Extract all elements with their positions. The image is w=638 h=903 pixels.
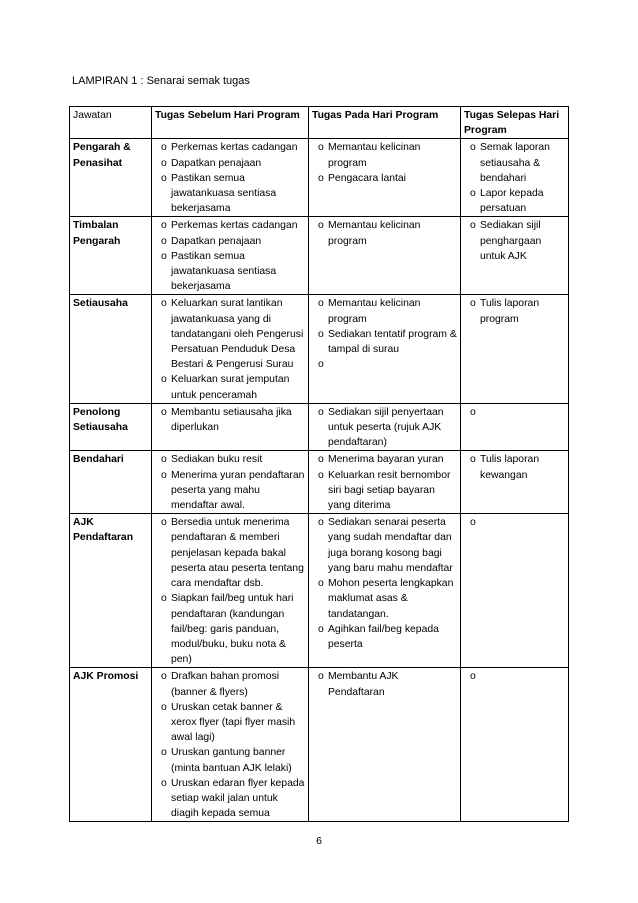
task-list [155,405,305,435]
task-item: o Perkemas kertas cadangan [155,140,305,155]
page-title: LAMPIRAN 1 : Senarai semak tugas [72,75,250,87]
task-list [155,669,305,821]
task-item: o Sediakan buku resit [155,452,305,467]
task-item: o Uruskan edaran flyer kepada setiap wakil jalan untuk diagih kepada semua [155,776,305,822]
tasks-during-cell [309,295,461,403]
task-item: o Uruskan gantung banner (minta bantuan AJK lelaki) [155,745,305,775]
tasks-after-cell [461,295,569,403]
task-item: o Membantu AJK Pendaftaran [312,669,457,699]
tasks-before-cell [152,514,309,668]
role-cell: Pengarah & Penasihat [70,139,152,217]
task-list [464,452,565,482]
task-list [155,218,305,294]
task-list [312,296,457,357]
task-list [155,452,305,513]
task-list [312,218,457,248]
table-row [70,451,569,514]
task-item: o Sediakan tentatif program & tampal di surau [312,327,457,357]
tasks-before-cell [152,295,309,403]
task-list [464,218,565,264]
task-item: o Memantau kelicinan program [312,296,457,326]
tasks-before-cell [152,139,309,217]
tasks-during-cell [309,403,461,451]
task-list [312,515,457,652]
task-item: o Lapor kepada persatuan [464,186,565,216]
tasks-before-cell [152,451,309,514]
page-number: 6 [316,835,322,847]
tasks-before-cell [152,403,309,451]
tasks-during-cell [309,514,461,668]
table-row [70,514,569,668]
tasks-during-cell [309,668,461,822]
role-cell: AJK Pendaftaran [70,514,152,668]
tasks-after-cell [461,139,569,217]
task-item: o Menerima bayaran yuran [312,452,457,467]
header-during: Tugas Pada Hari Program [309,107,461,139]
header-before: Tugas Sebelum Hari Program [152,107,309,139]
table-row [70,217,569,295]
header-jawatan: Jawatan [70,107,152,139]
task-item: o Dapatkan penajaan [155,156,305,171]
task-list [312,140,457,186]
tasks-after-cell [461,451,569,514]
tasks-during-cell [309,217,461,295]
task-list [312,452,457,513]
task-item: o Dapatkan penajaan [155,234,305,249]
table-row [70,139,569,217]
task-item: o Memantau kelicinan program [312,218,457,248]
task-item: o Menerima yuran pendaftaran peserta yang mahu mendaftar awal. [155,468,305,514]
task-item: o Membantu setiausaha jika diperlukan [155,405,305,435]
tasks-during-cell [309,451,461,514]
role-cell: Setiausaha [70,295,152,403]
task-list [155,296,305,402]
task-item: o Pengacara lantai [312,171,457,186]
task-item: o Sediakan sijil penghargaan untuk AJK [464,218,565,264]
task-item: o Tulis laporan program [464,296,565,326]
task-item: o Pastikan semua jawatankuasa sentiasa bekerjasama [155,249,305,295]
tasks-before-cell [152,217,309,295]
task-item: o Perkemas kertas cadangan [155,218,305,233]
task-list [464,296,565,326]
task-item: o Keluarkan surat jemputan untuk penceramah [155,372,305,402]
tasks-before-cell [152,668,309,822]
task-item: o Semak laporan setiausaha & bendahari [464,140,565,186]
tasks-after-cell [461,403,569,451]
task-item: o Sediakan senarai peserta yang sudah mendaftar dan juga borang kosong bagi yang baru mahu mendaftar [312,515,457,576]
task-item: o Bersedia untuk menerima pendaftaran & memberi penjelasan kepada bakal peserta atau peserta tentang cara mendaftar dsb. [155,515,305,591]
task-item: o Tulis laporan kewangan [464,452,565,482]
tasks-after-cell [461,217,569,295]
task-item: o Sediakan sijil penyertaan untuk peserta (rujuk AJK pendaftaran) [312,405,457,451]
table-row [70,403,569,451]
task-item: o Siapkan fail/beg untuk hari pendaftaran (kandungan fail/beg: garis panduan, modul/buku, buku nota & pen) [155,591,305,667]
task-item: o Drafkan bahan promosi (banner & flyers) [155,669,305,699]
table-row [70,668,569,822]
tasks-after-cell [461,514,569,668]
task-list [155,140,305,216]
role-cell: Bendahari [70,451,152,514]
task-item: o Mohon peserta lengkapkan maklumat asas & tandatangan. [312,576,457,622]
task-checklist-table [69,106,569,822]
table-header-row [70,107,569,139]
tasks-during-cell [309,139,461,217]
header-after: Tugas Selepas Hari Program [461,107,569,139]
role-cell: Timbalan Pengarah [70,217,152,295]
task-item: o Uruskan cetak banner & xerox flyer (tapi flyer masih awal lagi) [155,700,305,746]
task-item: o Pastikan semua jawatankuasa sentiasa bekerjasama [155,171,305,217]
task-list [464,140,565,216]
task-list [155,515,305,667]
task-list [312,405,457,451]
task-list [312,669,457,699]
task-item: o Agihkan fail/beg kepada peserta [312,622,457,652]
task-item: o Keluarkan resit bernombor siri bagi setiap bayaran yang diterima [312,468,457,514]
tasks-after-cell [461,668,569,822]
task-item: o Memantau kelicinan program [312,140,457,170]
table-row [70,295,569,403]
role-cell: AJK Promosi [70,668,152,822]
role-cell: Penolong Setiausaha [70,403,152,451]
task-item: o Keluarkan surat lantikan jawatankuasa yang di tandatangani oleh Pengerusi Persatuan Penduduk Desa Bestari & Pengerusi Surau [155,296,305,372]
